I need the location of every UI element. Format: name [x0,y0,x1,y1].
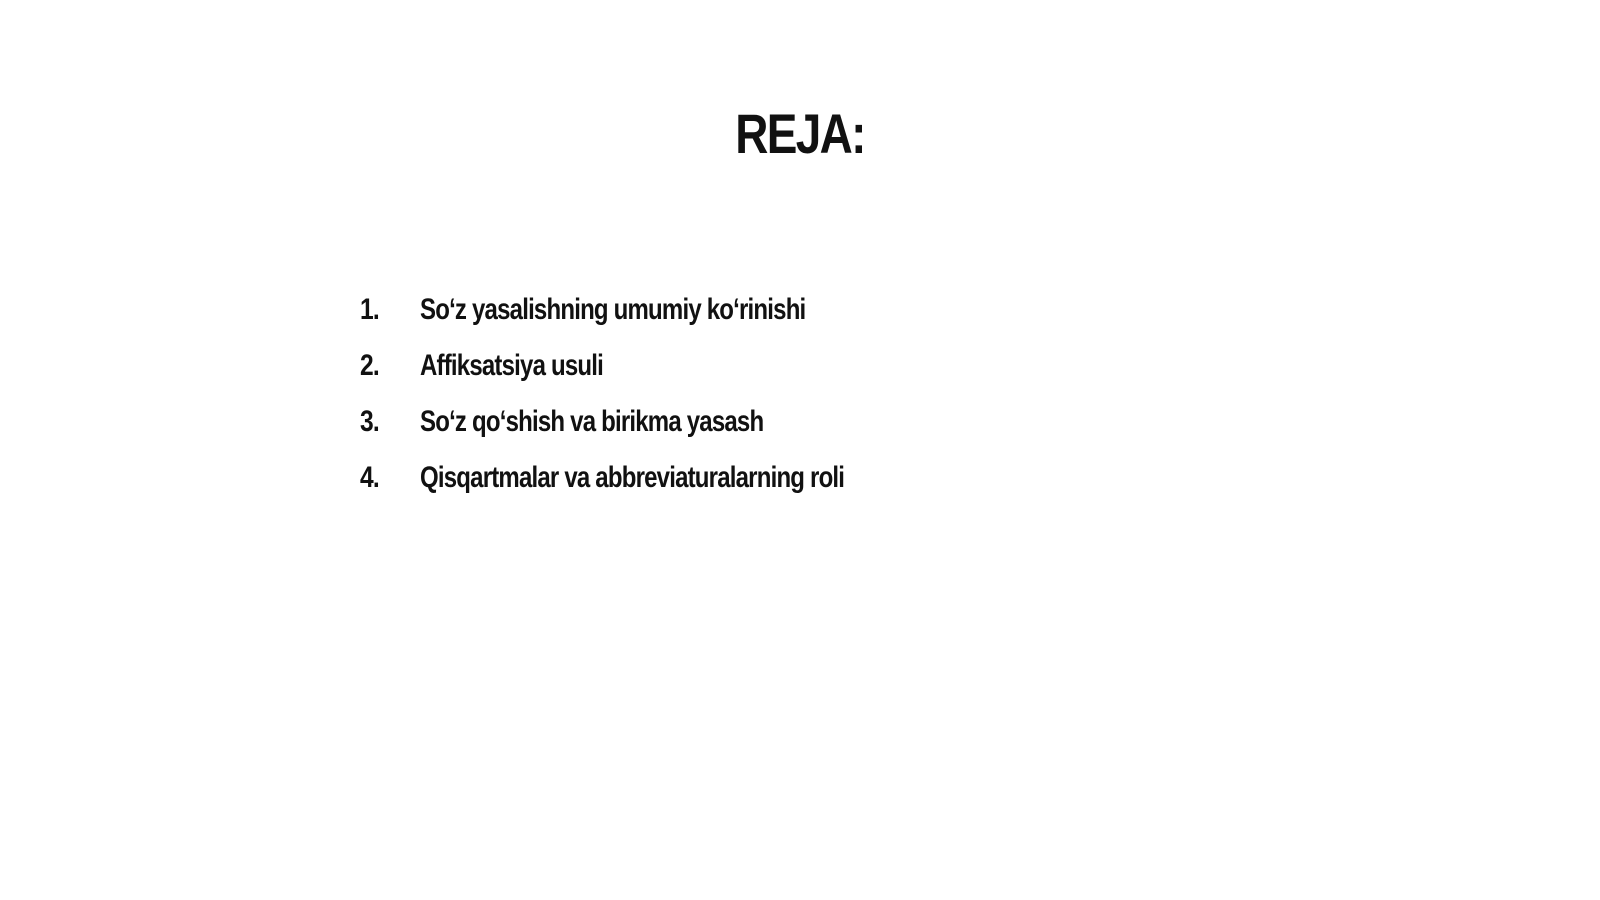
list-item-number: 1. [360,293,379,326]
plan-list [360,282,1260,506]
list-item [360,450,1260,506]
list-item [360,282,1260,338]
list-item-text: Qisqartmalar va abbreviaturalarning roli [420,461,845,494]
list-item-number: 2. [360,349,379,382]
list-item-number: 3. [360,405,379,438]
list-item [360,394,1260,450]
list-item [360,338,1260,394]
slide-title: REJA: [735,102,865,165]
list-item-text: So‘z qo‘shish va birikma yasash [420,405,764,438]
list-item-text: So‘z yasalishning umumiy ko‘rinishi [420,293,806,326]
list-item-number: 4. [360,461,379,494]
list-item-text: Affiksatsiya usuli [420,349,604,382]
